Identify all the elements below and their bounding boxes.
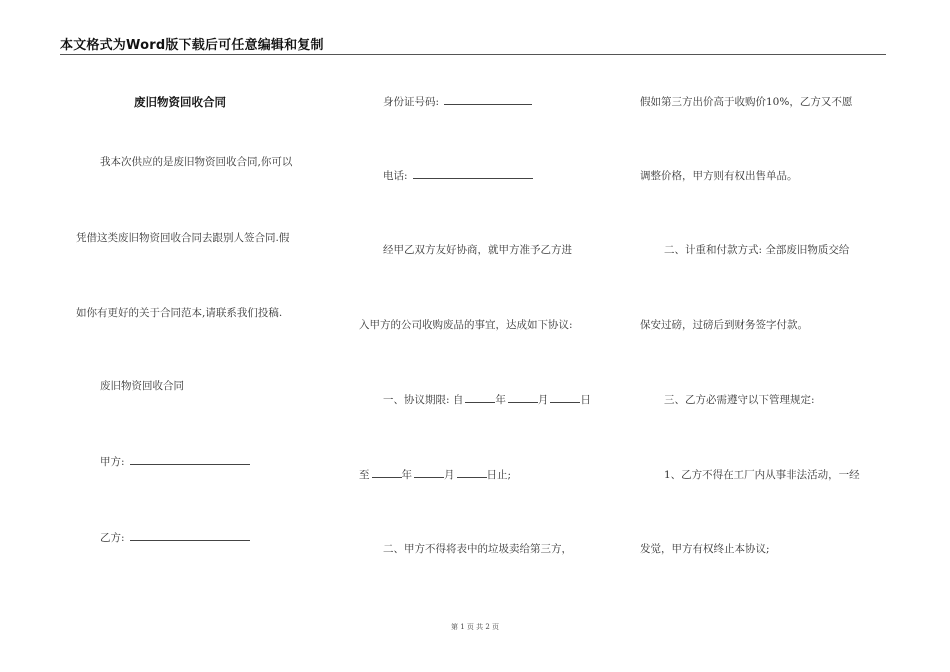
intro-line-1: 我本次供应的是废旧物资回收合同,你可以 [100,156,293,168]
day-label: 日 [580,394,591,406]
party-b-blank [130,530,250,541]
id-number-line [383,94,532,109]
phone-blank [413,168,533,179]
start-day-blank [550,392,580,403]
contract-title: 废旧物资回收合同 [134,95,226,109]
intro-line-2: 凭借这类废旧物资回收合同去跟别人签合同.假 [76,232,290,244]
agreement-line-2: 入甲方的公司收购废品的事宜，达成如下协议: [359,319,573,331]
subtitle: 废旧物资回收合同 [100,380,184,392]
page-header [60,34,886,55]
party-a-label: 甲方: [100,456,125,468]
start-month-blank [508,392,538,403]
start-year-blank [465,392,495,403]
payment-line-2: 保安过磅，过磅后到财务签字付款。 [640,319,808,331]
year-label: 年 [495,394,506,406]
intro-line-3: 如你有更好的关于合同范本,请联系我们投稿. [76,307,283,319]
party-a-line [100,454,250,469]
clause-2-cont-line-2: 调整价格，甲方则有权出售单品。 [640,170,798,182]
end-month-label: 月 [444,469,455,481]
term-line-1 [383,392,591,407]
agreement-line-1: 经甲乙双方友好协商，就甲方准予乙方进 [383,244,572,256]
party-b-label: 乙方: [100,532,125,544]
term-line-2 [359,467,511,482]
end-day-label: 日止; [486,469,512,481]
id-number-label: 身份证号码: [383,96,440,108]
end-year-label: 年 [401,469,412,481]
page-footer: 第 1 页 共 2 页 [450,623,500,631]
term-label: 一、协议期限: 自 [383,394,464,406]
clause-2-cont-line-1: 假如第三方出价高于收购价10%，乙方又不愿 [640,96,853,108]
phone-label: 电话: [383,170,408,182]
rules-heading: 三、乙方必需遵守以下管理规定: [664,394,815,406]
month-label: 月 [537,394,549,406]
rule-1-line-1: 1、乙方不得在工厂内从事非法活动，一经 [664,469,860,481]
header-text: 本文格式为Word版下载后可任意编辑和复制 [60,38,324,53]
to-label: 至 [359,469,370,481]
end-day-blank [457,467,487,478]
clause-2-line: 二、甲方不得将表中的垃圾卖给第三方， [383,543,572,555]
phone-line [383,168,533,183]
id-number-blank [444,94,532,105]
end-year-blank [372,467,402,478]
payment-line-1: 二、计重和付款方式: 全部废旧物质交给 [664,244,850,256]
end-month-blank [414,467,444,478]
party-b-line [100,530,250,545]
rule-1-line-2: 发觉，甲方有权终止本协议; [640,543,770,555]
party-a-blank [130,454,250,465]
